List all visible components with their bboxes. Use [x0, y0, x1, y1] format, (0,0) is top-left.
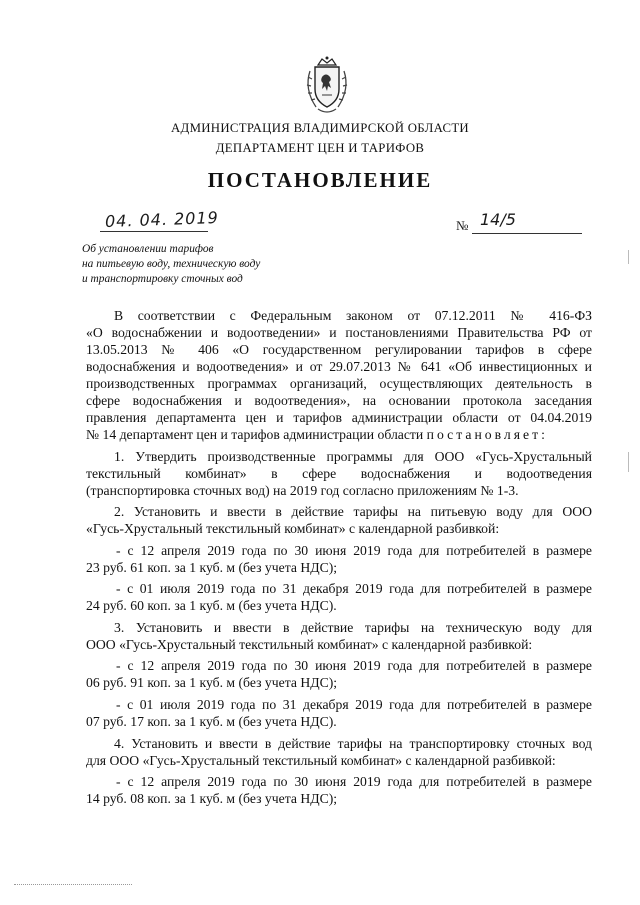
subject-line: и транспортировку сточных вод — [82, 273, 243, 285]
item-1-line: текстильный комбинат» в сфере водоснабжения и водоотведения — [86, 466, 592, 481]
item-4-rate-line: - с 12 апреля 2019 года по 30 июня 2019 года для потребителей в размере — [116, 774, 592, 789]
item-3-rate-line: 06 руб. 91 коп. за 1 куб. м (без учета НДС); — [86, 675, 338, 690]
preamble-line: сфере водоснабжения и водоотведения», на основании протокола заседания — [86, 393, 592, 408]
preamble-line: правления департамента цен и тарифов администрации области от 04.04.2019 — [86, 410, 592, 425]
item-2-line: «Гусь-Хрустальный текстильный комбинат» с календарной разбивкой: — [86, 521, 500, 536]
preamble-final-text: № 14 департамент цен и тарифов администрации области — [86, 427, 424, 442]
number-label: № — [456, 218, 469, 233]
scan-edge-mark — [628, 250, 629, 264]
item-3-line: ООО «Гусь-Хрустальный текстильный комбинат» с календарной разбивкой: — [86, 637, 533, 652]
item-3-rate-line: - с 01 июля 2019 года по 31 декабря 2019 года для потребителей в размере — [116, 697, 592, 712]
item-3-rate-line: - с 12 апреля 2019 года по 30 июня 2019 года для потребителей в размере — [116, 658, 592, 673]
item-2-line: 2. Установить и ввести в действие тарифы на питьевую воду для ООО — [114, 504, 592, 519]
date-underline — [100, 231, 208, 232]
organization-name: АДМИНИСТРАЦИЯ ВЛАДИМИРСКОЙ ОБЛАСТИ — [171, 121, 469, 135]
number-underline — [472, 233, 582, 234]
item-3-line: 3. Установить и ввести в действие тарифы на техническую воду для — [114, 620, 592, 635]
scan-bottom-dots — [14, 884, 132, 885]
department-name: ДЕПАРТАМЕНТ ЦЕН И ТАРИФОВ — [215, 141, 425, 155]
preamble-line: производственных программах организаций, осуществляющих деятельность в — [86, 376, 592, 391]
preamble-line: В соответствии с Федеральным законом от 07.12.2011 № 416-ФЗ — [114, 308, 592, 323]
item-4-rate-line: 14 руб. 08 коп. за 1 куб. м (без учета НДС); — [86, 791, 338, 806]
handwritten-date: 04. 04. 2019 — [104, 208, 220, 231]
scan-edge-mark — [628, 452, 629, 472]
subject-line: на питьевую воду, техническую воду — [82, 258, 261, 270]
coat-of-arms-icon — [296, 55, 358, 117]
document-subject — [82, 242, 260, 287]
item-1-line: 1. Утвердить производственные программы для ООО «Гусь-Хрустальный — [114, 449, 592, 464]
preamble-line: водоснабжения и водоотведения» и от 29.07.2013 № 641 «Об инвестиционных и — [86, 359, 592, 374]
preamble-line: 13.05.2013 № 406 «О государственном регулировании тарифов в сфере — [86, 342, 592, 357]
item-4-line: для ООО «Гусь-Хрустальный текстильный комбинат» с календарной разбивкой: — [86, 753, 556, 768]
number-field — [456, 210, 588, 236]
item-2-rate-line: - с 12 апреля 2019 года по 30 июня 2019 года для потребителей в размере — [116, 543, 592, 558]
item-1-line: (транспортировка сточных вод) на 2019 год согласно приложениям № 1-3. — [86, 483, 519, 498]
document-title: ПОСТАНОВЛЕНИЕ — [207, 168, 433, 192]
subject-line: Об установлении тарифов — [82, 243, 214, 255]
preamble-line: «О водоснабжении и водоотведении» и постановлениями Правительства РФ от — [86, 325, 592, 340]
item-3-rate-line: 07 руб. 17 коп. за 1 куб. м (без учета НДС). — [86, 714, 337, 729]
item-2-rate-line: - с 01 июля 2019 года по 31 декабря 2019 года для потребителей в размере — [116, 581, 592, 596]
item-2-rate-line: 23 руб. 61 коп. за 1 куб. м (без учета НДС); — [86, 560, 338, 575]
handwritten-number: 14/5 — [480, 210, 516, 229]
preamble-line — [86, 426, 592, 443]
date-field — [100, 208, 220, 232]
item-4-line: 4. Установить и ввести в действие тарифы на транспортировку сточных вод — [114, 736, 592, 751]
resolution-keyword: постановляет: — [426, 427, 548, 442]
item-2-rate-line: 24 руб. 60 коп. за 1 куб. м (без учета НДС). — [86, 598, 337, 613]
